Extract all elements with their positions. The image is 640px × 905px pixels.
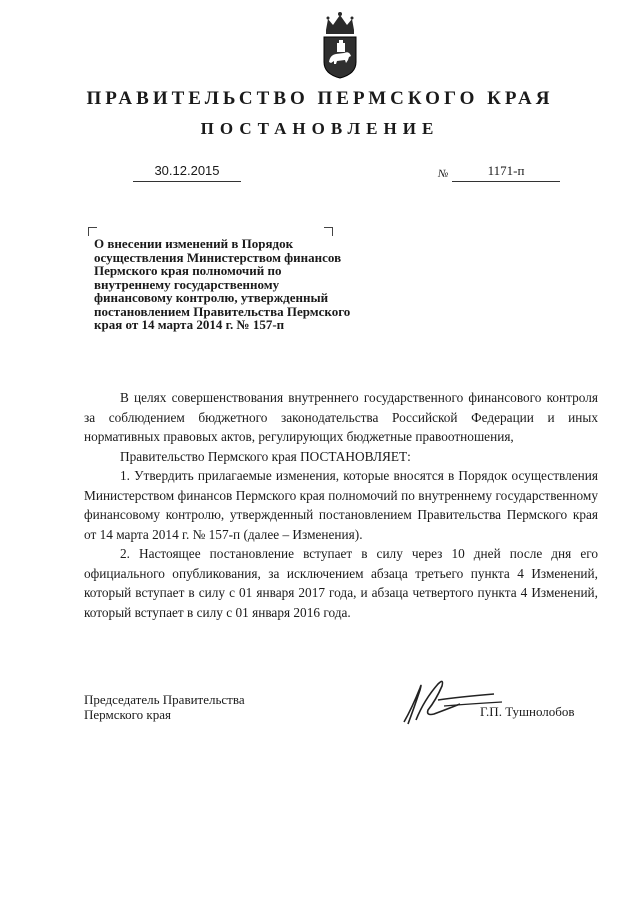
document-body	[84, 388, 598, 622]
handwritten-signature	[398, 670, 508, 730]
document-number: 1171-п	[452, 163, 560, 182]
document-date: 30.12.2015	[133, 163, 241, 182]
body-paragraph: 2. Настоящее постановление вступает в силу через 10 дней после дня его официального опубликования, за исключением абзаца третьего пункта 4 Изменений, который вступает в силу с 01 января 2017 года, и абзаца четвертого пункта 4 Изменений, который вступает в силу с 01 января 2016 года.	[84, 546, 598, 620]
number-label: №	[438, 168, 449, 180]
signatory-role	[84, 692, 245, 722]
document-subject: О внесении изменений в Порядок осуществления Министерством финансов Пермского края полномочий по внутреннему государственному финансовому контролю, утвержденный постановлением Правительства Пермского края от 14 марта 2014 г. № 157-п	[94, 236, 351, 332]
subject-corner-mark-left	[88, 227, 97, 236]
body-paragraph: В целях совершенствования внутреннего государственного финансового контроля за соблюдением бюджетного законодательства Российской Федерации и иных нормативных правовых актов, регулирующих бюджетные правоотношения,	[84, 390, 598, 444]
government-title: ПРАВИТЕЛЬСТВО ПЕРМСКОГО КРАЯ	[86, 88, 554, 109]
body-paragraph: 1. Утвердить прилагаемые изменения, которые вносятся в Порядок осуществления Министерством финансов Пермского края полномочий по внутреннему государственному финансовому контролю, утвержденный постановлением Правительства Пермского края от 14 марта 2014 г. № 157-п (далее – Изменения).	[84, 468, 598, 542]
coat-of-arms-icon	[318, 10, 362, 80]
document-type-title: ПОСТАНОВЛЕНИЕ	[200, 119, 440, 138]
signatory-name: Г.П. Тушнолобов	[480, 704, 575, 719]
body-paragraph: Правительство Пермского края ПОСТАНОВЛЯЕТ:	[120, 448, 411, 464]
subject-corner-mark-right	[324, 227, 333, 236]
signatory-role-line: Председатель Правительства	[84, 692, 245, 707]
signatory-role-line: Пермского края	[84, 707, 171, 722]
